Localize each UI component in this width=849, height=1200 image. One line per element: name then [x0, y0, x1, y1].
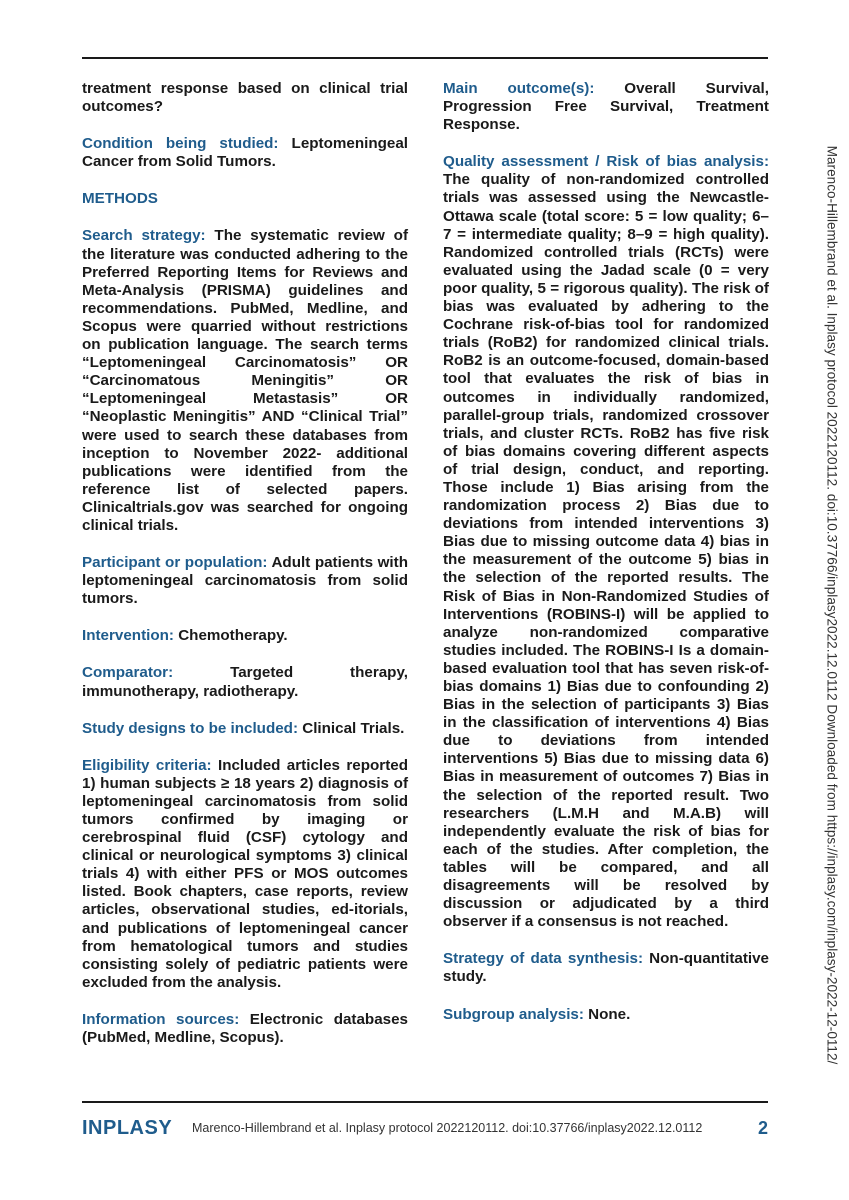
- comparator-label: Comparator:: [82, 664, 174, 682]
- designs-label: Study designs to be included:: [82, 719, 299, 737]
- subgroup-section: [443, 1006, 769, 1024]
- participant-section: [82, 554, 408, 608]
- condition-section: [82, 135, 408, 171]
- designs-text: Clinical Trials.: [298, 719, 405, 737]
- eligibility-label: Eligibility criteria:: [82, 756, 212, 774]
- right-column: [443, 80, 769, 1043]
- designs-section: [82, 720, 408, 738]
- footer: [82, 1117, 768, 1143]
- eligibility-text: Included articles reported 1) human subjects ≥ 18 years 2) diagnosis of leptomeningeal carcinomatosis from solid tumors confirmed by imaging or cerebrospinal fluid (CSF) cytology and clinical or neurological symptoms 3) clinical trials 4) with either PFS or MOS outcomes listed. Book chapters, case reports, review articles, observational studies, ed-itorials, and publications of leptomeningeal cancer from hematological tumors and studies consisting solely of pediatric patients were excluded from the analysis.: [82, 756, 408, 991]
- header-rule: [82, 57, 768, 59]
- methods-heading: METHODS: [82, 190, 158, 208]
- inplasy-logo: INPLASY: [82, 1117, 173, 1139]
- search-text: The systematic review of the literature was conducted adhering to the Preferred Reporting Items for Reviews and Meta-Analysis (PRISMA) guidelines and recommendations. PubMed, Medline, and Scopus were quarried without restrictions on publication language. The search terms “Leptomeningeal Carcinomatosis” OR “Carcinomatous Meningitis” OR “Leptomeningeal Metastasis” OR “Neoplastic Meningitis” AND “Clinical Trial” were used to search these databases from inception to November 2022- additional publications were identified from the reference list of selected papers. Clinicaltrials.gov was searched for ongoing clinical trials.: [82, 227, 409, 534]
- eligibility-section: [82, 757, 408, 992]
- intervention-text: Chemotherapy.: [173, 627, 288, 645]
- side-download-note: Marenco-Hillembrand et al. Inplasy protocol 2022120112. doi:10.37766/inplasy2022.12.0112 Downloaded from https://inplasy.com/inplasy-2022-12-0112/: [824, 145, 840, 1065]
- subgroup-text: None.: [583, 1005, 631, 1023]
- comparator-text: Targeted therapy, immunotherapy, radiotherapy.: [82, 664, 408, 700]
- sources-text: Electronic databases (PubMed, Medline, Scopus).: [82, 1010, 408, 1047]
- subgroup-label: Subgroup analysis:: [443, 1005, 584, 1023]
- intro-fragment: treatment response based on clinical trial outcomes?: [82, 80, 408, 116]
- outcomes-section: [443, 80, 769, 134]
- participant-text: Adult patients with leptomeningeal carcinomatosis from solid tumors.: [82, 554, 408, 608]
- intervention-label: Intervention:: [82, 627, 174, 645]
- search-label: Search strategy:: [82, 227, 206, 245]
- quality-section: [443, 153, 769, 931]
- sources-label: Information sources:: [82, 1010, 240, 1028]
- search-section: [82, 227, 408, 535]
- participant-label: Participant or population:: [82, 554, 268, 572]
- synthesis-text: Non-quantitative study.: [443, 950, 769, 986]
- quality-text: The quality of non-randomized controlled trials was assessed using the Newcastle-Ottawa scale (total score: 5 = low quality; 6–7 = intermediate quality; 8–9 = high quality). Randomized controlled trials (RCTs) were evaluated using the Jadad scale (0 = very poor quality, 5 = rigorous quality). The risk of bias was evaluated by adhering to the Cochrane risk-of-bias tool for randomized trials (RoB2) for randomized clinical trials. RoB2 is an outcome-focused, domain-based tool that evaluates the risk of bias in outcomes in individually randomized, parallel-group trials, randomized crossover trials, and cluster RCTs. RoB2 has five risk of bias domains covering different aspects of trial design, conduct, and reporting. Those include 1) Bias arising from the randomization process 2) Bias due to deviations from intended interventions 3) Bias due to missing outcome data 4) bias in the measurement of the outcome 5) bias in the selection of the reported results. The Risk of Bias in Non-Randomized Studies of Interventions (ROBINS-I) will be applied to analyze non-randomized comparative studies included. The ROBINS-I Is a domain-based evaluation tool that has seven risk-of-bias domains 1) Bias due to confounding 2) Bias in the selection of participants 3) Bias in the classification of interventions 4) Bias due to deviations from intended interventions 5) Bias due to missing data 6) Bias in measurement of outcomes 7) Bias in the selection of the reported result. Two researchers (L.M.H and M.A.B) will independently evaluate the risk of bias for each of the studies. After completion, the tables will be compared, and all disagreements will be resolved by discussion or adjudicated by a third observer if a consensus is not reached.: [443, 171, 769, 931]
- condition-label: Condition being studied:: [82, 135, 279, 153]
- synthesis-section: [443, 950, 769, 986]
- sources-section: [82, 1011, 408, 1047]
- page-number: 2: [757, 1118, 768, 1138]
- intervention-section: [82, 627, 408, 645]
- outcomes-label: Main outcome(s):: [443, 80, 595, 97]
- quality-label: Quality assessment / Risk of bias analysis:: [443, 153, 769, 171]
- condition-text: Leptomeningeal Cancer from Solid Tumors.: [82, 135, 408, 171]
- footer-citation: Marenco-Hillembrand et al. Inplasy protocol 2022120112. doi:10.37766/inplasy2022.12.0112: [192, 1121, 703, 1135]
- synthesis-label: Strategy of data synthesis:: [443, 950, 643, 968]
- comparator-section: [82, 664, 408, 700]
- left-column: [82, 80, 408, 1066]
- footer-rule: [82, 1101, 768, 1103]
- outcomes-text: Overall Survival, Progression Free Survival, Treatment Response.: [443, 80, 769, 134]
